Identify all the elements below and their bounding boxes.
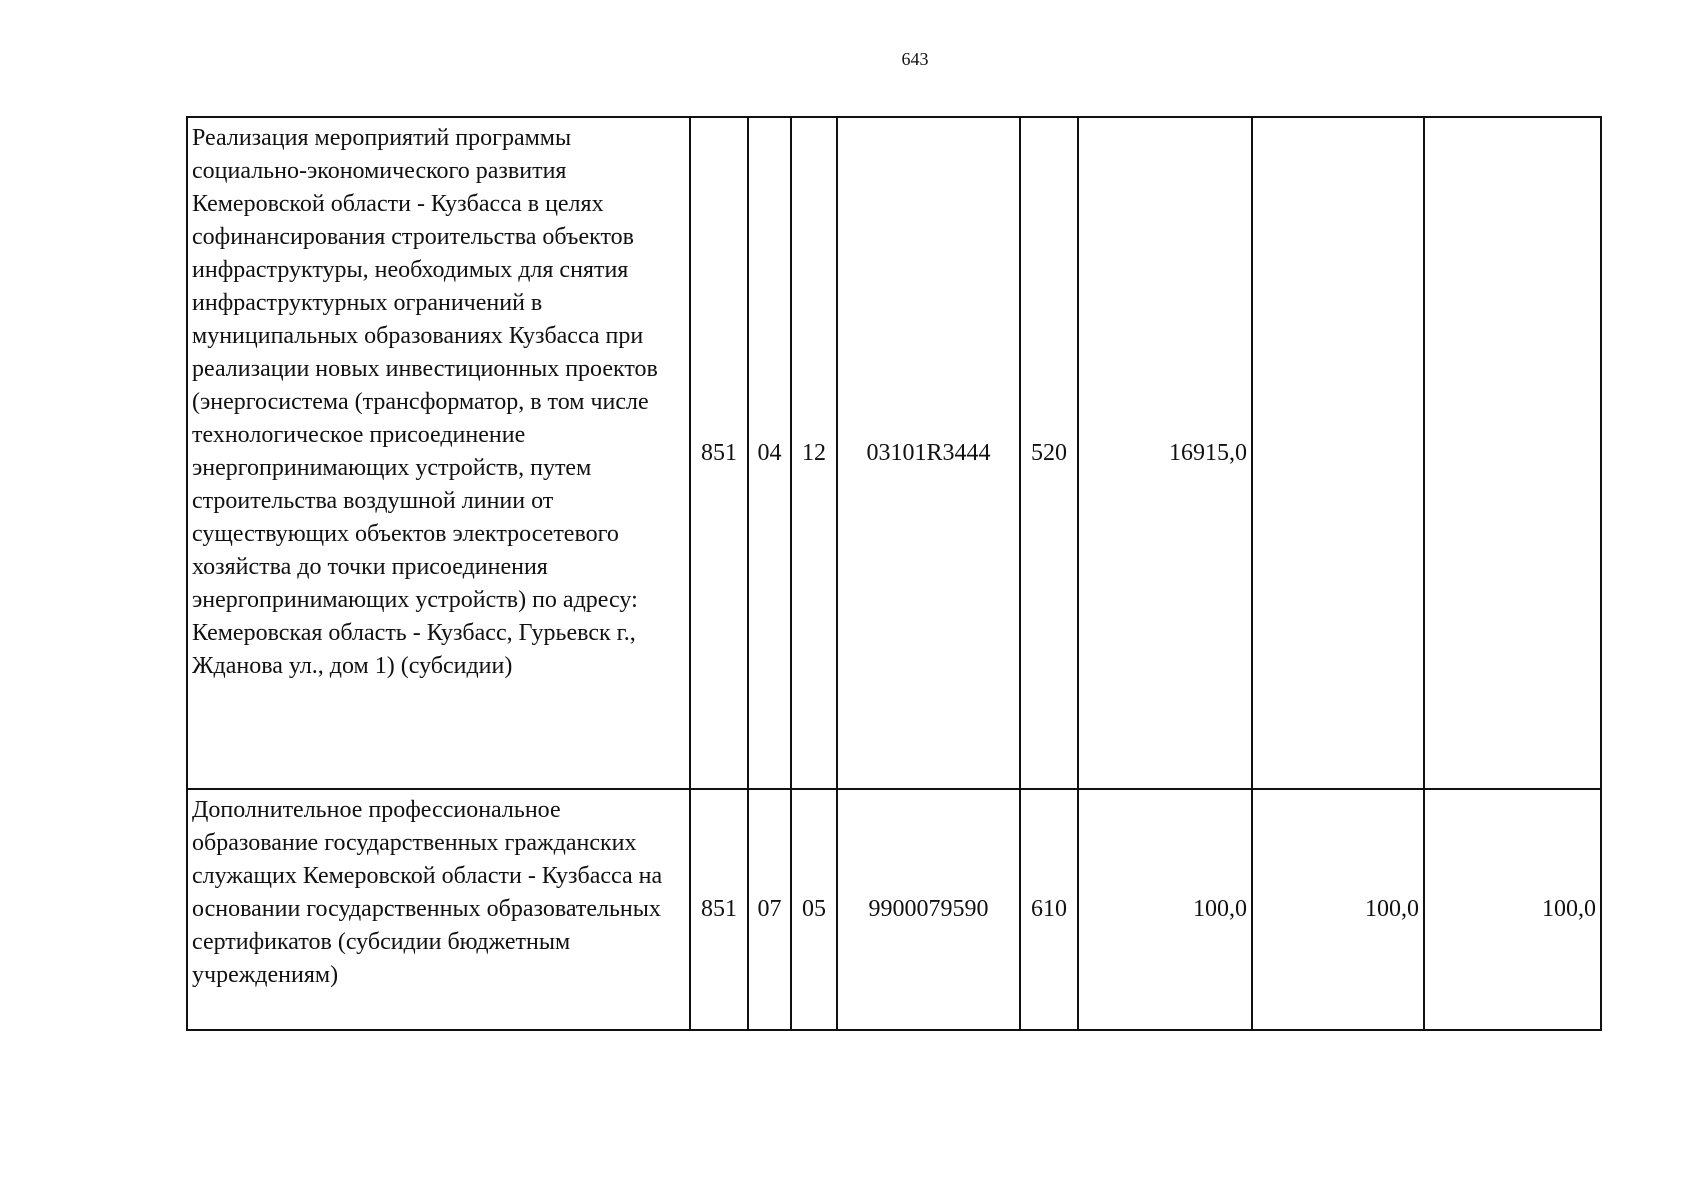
expense-name-cell: Дополнительное профессиональное образование государственных гражданских служащих Кемеровской области - Кузбасса на основании государственных образовательных сертификатов (субсидии бюджетным учреждениям)	[187, 789, 690, 1030]
amount-year-3-cell: 100,0	[1424, 789, 1601, 1030]
subsection-code-cell: 05	[791, 789, 837, 1030]
amount-year-2-cell: 100,0	[1252, 789, 1424, 1030]
target-article-cell: 03101R3444	[837, 117, 1020, 789]
table-row	[187, 789, 1601, 1030]
budget-table	[186, 116, 1602, 1031]
amount-year-3-cell	[1424, 117, 1601, 789]
section-code-cell: 07	[748, 789, 791, 1030]
expense-type-cell: 610	[1020, 789, 1078, 1030]
amount-year-1-cell: 16915,0	[1078, 117, 1252, 789]
page-number: 643	[901, 49, 929, 69]
target-article-cell: 9900079590	[837, 789, 1020, 1030]
amount-year-2-cell	[1252, 117, 1424, 789]
subsection-code-cell: 12	[791, 117, 837, 789]
expense-type-cell: 520	[1020, 117, 1078, 789]
ministry-code-cell: 851	[690, 789, 748, 1030]
expense-name-cell: Реализация мероприятий программы социально-экономического развития Кемеровской области - Кузбасса в целях софинансирования строительства объектов инфраструктуры, необходимых для снятия инфраструктурных ограничений в муниципальных образованиях Кузбасса при реализации новых инвестиционных проектов (энергосистема (трансформатор, в том числе технологическое присоединение энергопринимающих устройств, путем строительства воздушной линии от существующих объектов электросетевого хозяйства до точки присоединения энергопринимающих устройств) по адресу: Кемеровская область - Кузбасс, Гурьевск г., Жданова ул., дом 1) (субсидии)	[187, 117, 690, 789]
amount-year-1-cell: 100,0	[1078, 789, 1252, 1030]
section-code-cell: 04	[748, 117, 791, 789]
table-row	[187, 117, 1601, 789]
ministry-code-cell: 851	[690, 117, 748, 789]
